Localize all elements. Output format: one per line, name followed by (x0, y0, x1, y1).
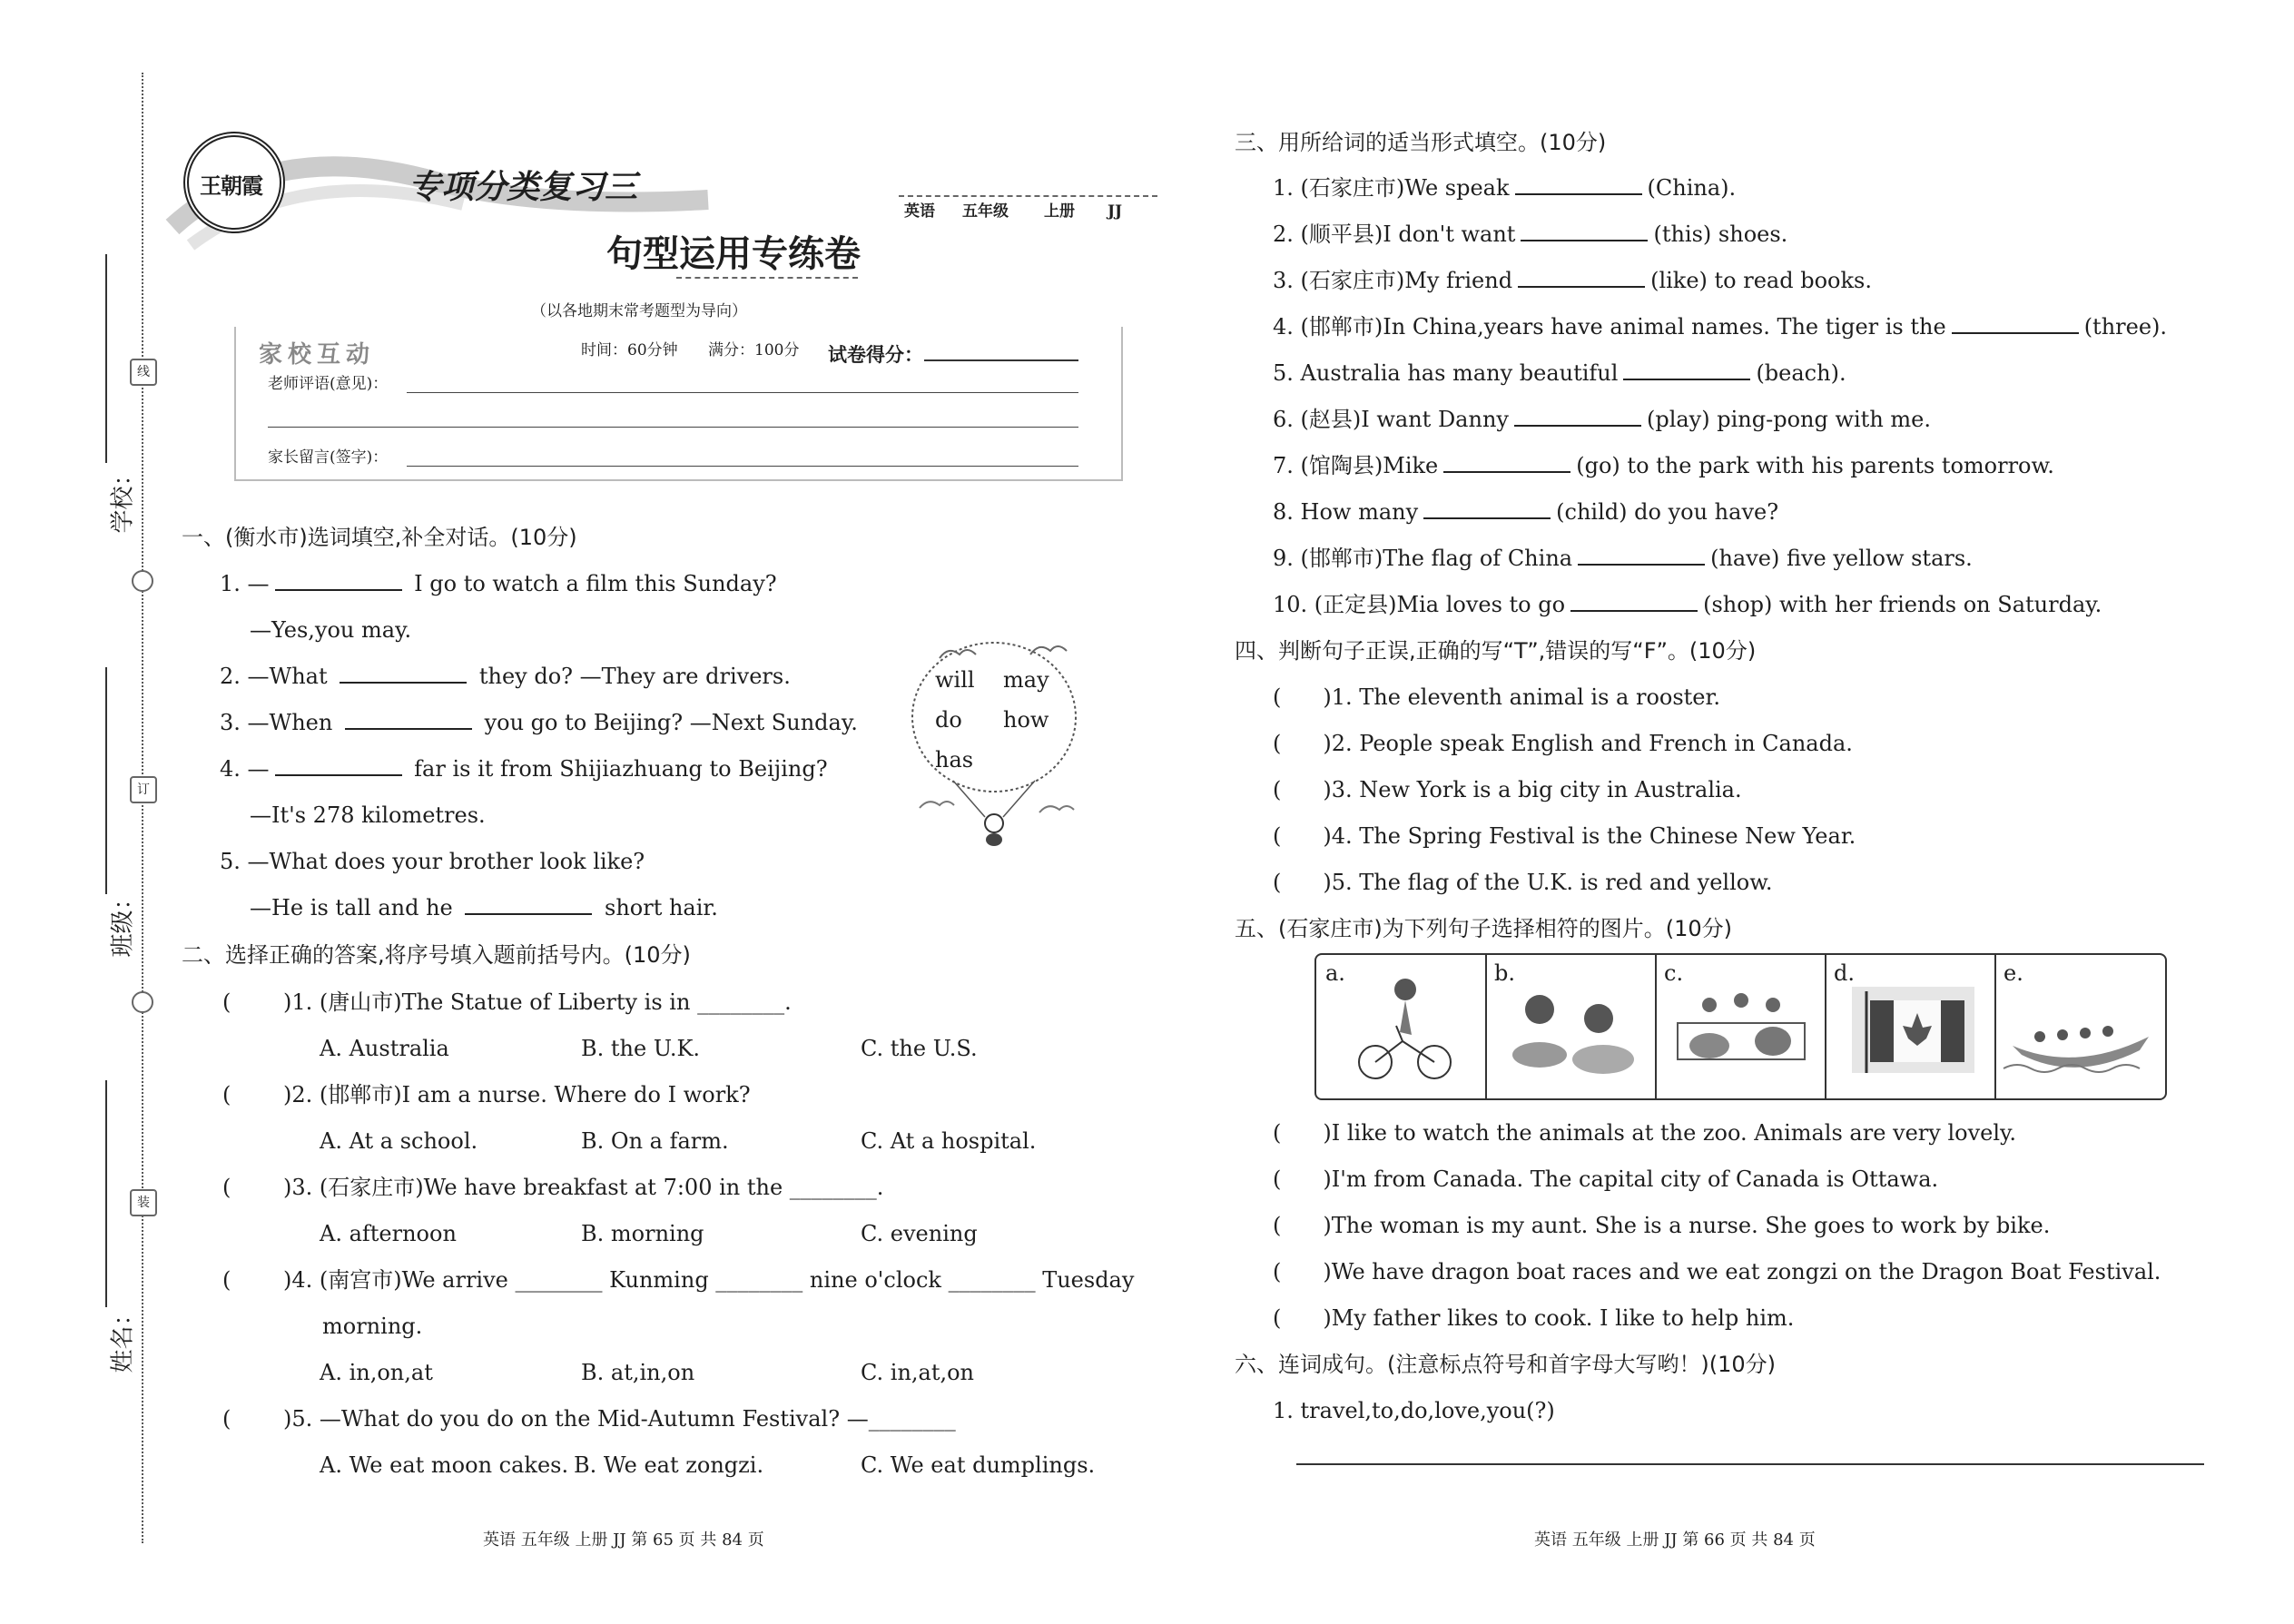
page-title: 句型运用专练卷 (606, 232, 861, 275)
s1-line-3-b: they do? —They are drivers. (472, 664, 791, 689)
cooking-icon (1485, 955, 1655, 1098)
s3-item-1-b: (China). (1647, 175, 1737, 201)
s3-item-8-b: (child) do you have? (1556, 499, 1779, 525)
picture-d-label: d. (1834, 960, 1855, 986)
s2-q3-opt-c[interactable]: C. evening (861, 1221, 978, 1246)
s1-line-5-b: far is it from Shijiazhuang to Beijing? (407, 756, 828, 782)
exam-time: 时间：60分钟 (581, 341, 678, 359)
s3-item-2 (1273, 223, 1787, 245)
picture-strip (1314, 953, 2167, 1100)
meta-volume: 上册 (1044, 202, 1075, 221)
s1-line-2-a: —Yes,you may. (250, 617, 412, 643)
s3-item-7-b: (go) to the park with his parents tomorrow. (1576, 453, 2054, 478)
s3-item-6-b: (play) ping-pong with me. (1646, 407, 1931, 432)
s3-blank-8[interactable] (1423, 501, 1551, 519)
s2-q5-opt-b[interactable]: B. We eat zongzi. (574, 1452, 764, 1478)
s1-line-5 (220, 758, 828, 780)
teacher-comment-line-2[interactable] (268, 427, 1078, 428)
s3-item-8-a: 8. How many (1273, 499, 1419, 525)
picture-b-label: b. (1494, 960, 1515, 986)
canada-flag-icon (1825, 955, 1994, 1098)
s1-line-1 (220, 573, 777, 595)
s2-q3-opt-b[interactable]: B. morning (581, 1221, 704, 1246)
section-3-title: 三、用所给词的适当形式填空。(10分) (1235, 130, 1607, 155)
s1-line-7-a: 5. —What does your brother look like? (220, 849, 645, 874)
s3-blank-3[interactable] (1518, 270, 1645, 288)
home-school-label: 家校互动 (259, 341, 376, 369)
s3-item-9-a: 9. (邯郸市)The flag of China (1273, 546, 1573, 571)
s3-item-3 (1273, 270, 1872, 291)
s1-blank-5[interactable] (465, 897, 592, 915)
s2-q5: ( (222, 1406, 231, 1432)
s1-line-4 (220, 712, 858, 733)
binding-circle-1 (132, 570, 153, 592)
s6-q1: 1. travel,to,do,love,you(?) (1273, 1398, 1555, 1423)
s3-item-3-a: 3. (石家庄市)My friend (1273, 268, 1513, 293)
picture-d[interactable] (1825, 955, 1996, 1098)
s2-q5-stem: )5. —What do you do on the Mid-Autumn Festival? —________ (283, 1406, 956, 1432)
picture-c[interactable] (1655, 955, 1826, 1098)
s4-item-5: ( )5. The flag of the U.K. is red and yellow. (1273, 870, 1773, 895)
s1-blank-2[interactable] (340, 665, 467, 684)
picture-c-label: c. (1664, 960, 1684, 986)
s4-item-4: ( )4. The Spring Festival is the Chinese New Year. (1273, 823, 1856, 849)
s3-item-9-b: (have) five yellow stars. (1710, 546, 1973, 571)
name-field[interactable] (93, 1080, 137, 1373)
s5-item-4: ( )We have dragon boat races and we eat zongzi on the Dragon Boat Festival. (1273, 1259, 2161, 1284)
section-2-title: 二、选择正确的答案,将序号填入题前括号内。(10分) (182, 942, 691, 968)
s2-q3-opt-a[interactable]: A. afternoon (320, 1221, 457, 1246)
s4-item-5-text: )5. The flag of the U.K. is red and yellow. (1323, 870, 1773, 895)
s5-item-1-text: )I like to watch the animals at the zoo. Animals are very lovely. (1323, 1120, 2017, 1146)
s2-q4-cont: morning. (322, 1314, 423, 1339)
s1-line-2 (250, 619, 411, 641)
s3-item-1 (1273, 177, 1736, 199)
picture-e[interactable] (1994, 955, 2163, 1098)
s1-line-3-a: 2. —What (220, 664, 335, 689)
school-label: 学校： (109, 462, 137, 534)
s2-q4-opt-b[interactable]: B. at,in,on (581, 1360, 695, 1385)
s3-item-7 (1273, 455, 2054, 477)
s5-item-2: ( )I'm from Canada. The capital city of Canada is Ottawa. (1273, 1166, 1939, 1192)
s3-blank-9[interactable] (1578, 547, 1705, 566)
s3-item-5-b: (beach). (1756, 360, 1846, 386)
s4-item-1: ( )1. The eleventh animal is a rooster. (1273, 684, 1720, 710)
s3-item-5-a: 5. Australia has many beautiful (1273, 360, 1619, 386)
binding-mark-2: 订 (130, 776, 157, 803)
s1-line-1-a: 1. — (220, 571, 270, 596)
s2-q4-opt-a[interactable]: A. in,on,at (320, 1360, 433, 1385)
picture-a-label: a. (1325, 960, 1345, 986)
s2-q3: ( (222, 1175, 231, 1200)
s4-item-4-text: )4. The Spring Festival is the Chinese New Year. (1323, 823, 1856, 849)
logo-seal (183, 132, 285, 233)
header-meta (899, 195, 1157, 224)
s1-line-4-a: 3. —When (220, 710, 340, 735)
title-dashed-bracket (676, 277, 858, 279)
school-underline (105, 254, 107, 463)
s3-item-4-a: 4. (邯郸市)In China,years have animal names. The tiger is the (1273, 314, 1946, 340)
s3-blank-4[interactable] (1952, 316, 2079, 334)
s3-item-5 (1273, 362, 1846, 384)
s1-line-8-a: —He is tall and he (250, 895, 460, 920)
bike-icon (1316, 955, 1485, 1098)
series-title: 专项分类复习三 (409, 168, 638, 206)
section-6-title: 六、连词成句。(注意标点符号和首字母大写哟！)(10分) (1235, 1352, 1776, 1377)
picture-b[interactable] (1485, 955, 1657, 1098)
picture-e-label: e. (2004, 960, 2023, 986)
word-how: how (1003, 707, 1049, 733)
s3-item-3-b: (like) to read books. (1650, 268, 1872, 293)
zoo-icon (1655, 955, 1825, 1098)
s5-item-1: ( )I like to watch the animals at the zoo. Animals are very lovely. (1273, 1120, 2017, 1146)
binding-mark-1: 线 (130, 359, 157, 386)
school-field[interactable] (93, 254, 137, 534)
footer-right: 英语 五年级 上册 JJ 第 66 页 共 84 页 (1534, 1530, 1816, 1550)
s2-q2-opt-a[interactable]: A. At a school. (320, 1128, 478, 1154)
meta-edition: JJ (1108, 202, 1123, 221)
s4-item-1-text: )1. The eleventh animal is a rooster. (1323, 684, 1720, 710)
s2-q2: ( (222, 1082, 231, 1107)
s2-q4-stem: )4. (南宫市)We arrive ________ Kunming ________ nine o'clock ________ Tuesday (283, 1267, 1135, 1293)
s2-q2-stem: )2. (邯郸市)I am a nurse. Where do I work? (283, 1082, 751, 1107)
s2-q2-opt-c[interactable]: C. At a hospital. (861, 1128, 1037, 1154)
name-underline (105, 1080, 107, 1307)
s3-item-1-a: 1. (石家庄市)We speak (1273, 175, 1510, 201)
class-label: 班级： (109, 886, 137, 958)
word-has: has (935, 747, 974, 773)
s1-line-8 (250, 897, 718, 919)
word-balloon (903, 631, 1085, 849)
s3-blank-7[interactable] (1443, 455, 1570, 473)
s4-item-3-text: )3. New York is a big city in Australia. (1323, 777, 1742, 802)
s1-line-3 (220, 665, 791, 687)
parent-comment-label: 家长留言(签字)： (268, 448, 389, 467)
s6-answer-line[interactable] (1296, 1463, 2204, 1465)
picture-a[interactable] (1316, 955, 1487, 1098)
s3-blank-10[interactable] (1570, 594, 1698, 612)
s2-q3-stem: )3. (石家庄市)We have breakfast at 7:00 in the ________. (283, 1175, 884, 1200)
s2-q4-opt-c[interactable]: C. in,at,on (861, 1360, 975, 1385)
binding-circle-2 (132, 991, 153, 1013)
s5-item-5: ( )My father likes to cook. I like to help him. (1273, 1305, 1795, 1331)
s3-item-4 (1273, 316, 2167, 338)
word-may: may (1003, 667, 1049, 693)
s2-q1: ( (222, 989, 231, 1015)
s2-q1-stem: )1. (唐山市)The Statue of Liberty is in ________. (283, 989, 792, 1015)
teacher-comment-label: 老师评语(意见)： (268, 375, 389, 393)
s5-item-5-text: )My father likes to cook. I like to help him. (1323, 1305, 1795, 1331)
s3-blank-6[interactable] (1514, 408, 1641, 427)
s4-item-2-text: )2. People speak English and French in Canada. (1323, 731, 1853, 756)
s2-q5-opt-a[interactable]: A. We eat moon cakes. (320, 1452, 569, 1478)
s3-item-7-a: 7. (馆陶县)Mike (1273, 453, 1439, 478)
s2-q1-opt-c[interactable]: C. the U.S. (861, 1036, 978, 1061)
s3-item-8 (1273, 501, 1778, 523)
s3-item-9 (1273, 547, 1973, 569)
s1-line-8-b: short hair. (597, 895, 718, 920)
s2-q5-opt-c[interactable]: C. We eat dumplings. (861, 1452, 1096, 1478)
s3-item-10-a: 10. (正定县)Mia loves to go (1273, 592, 1566, 617)
s3-item-4-b: (three). (2083, 314, 2168, 340)
s1-line-7 (220, 851, 645, 872)
section-1-title: 一、(衡水市)选词填空,补全对话。(10分) (182, 525, 577, 550)
s3-item-6 (1273, 408, 1931, 430)
s5-item-3: ( )The woman is my aunt. She is a nurse. She goes to work by bike. (1273, 1213, 2051, 1238)
s4-item-2: ( )2. People speak English and French in Canada. (1273, 731, 1853, 756)
s1-line-1-b: I go to watch a film this Sunday? (407, 571, 777, 596)
binding-mark-3: 装 (130, 1189, 157, 1216)
s3-blank-5[interactable] (1623, 362, 1750, 380)
section-5-title: 五、(石家庄市)为下列句子选择相符的图片。(10分) (1235, 916, 1732, 941)
name-label: 姓名： (109, 1302, 137, 1373)
s1-blank-4[interactable] (275, 758, 402, 776)
footer-left: 英语 五年级 上册 JJ 第 65 页 共 84 页 (483, 1530, 764, 1550)
s4-item-3: ( )3. New York is a big city in Australia. (1273, 777, 1742, 802)
s5-item-2-text: )I'm from Canada. The capital city of Canada is Ottawa. (1323, 1166, 1939, 1192)
teacher-comment-line-1[interactable] (407, 392, 1078, 393)
word-will: will (935, 667, 975, 693)
s5-item-4-text: )We have dragon boat races and we eat zongzi on the Dragon Boat Festival. (1323, 1259, 2161, 1284)
s5-item-3-text: )The woman is my aunt. She is a nurse. She goes to work by bike. (1323, 1213, 2051, 1238)
s3-item-2-a: 2. (顺平县)I don't want (1273, 221, 1516, 247)
exam-score-label: 试卷得分： (828, 343, 923, 366)
class-underline (105, 667, 107, 894)
s3-item-10 (1273, 594, 2102, 615)
parent-comment-line[interactable] (407, 466, 1078, 467)
s2-q1-opt-b[interactable]: B. the U.K. (581, 1036, 701, 1061)
dragon-boat-icon (1994, 955, 2163, 1098)
s1-blank-1[interactable] (275, 573, 402, 591)
s2-q4: ( (222, 1267, 231, 1293)
s3-blank-2[interactable] (1521, 223, 1648, 241)
s3-item-10-b: (shop) with her friends on Saturday. (1703, 592, 2102, 617)
s1-line-6-a: —It's 278 kilometres. (250, 802, 486, 828)
s3-blank-1[interactable] (1515, 177, 1642, 195)
exam-full-score: 满分：100分 (708, 341, 800, 359)
exam-score-line[interactable] (924, 359, 1078, 361)
s1-blank-3[interactable] (345, 712, 472, 730)
page-subtitle: （以各地期末常考题型为导向） (531, 302, 747, 320)
s1-line-6 (250, 804, 486, 826)
s3-item-2-b: (this) shoes. (1653, 221, 1788, 247)
meta-grade: 五年级 (962, 202, 1009, 221)
class-field[interactable] (93, 667, 137, 958)
s1-line-4-b: you go to Beijing? —Next Sunday. (477, 710, 858, 735)
binding-dotted-line (142, 73, 143, 1543)
s1-line-5-a: 4. — (220, 756, 270, 782)
s3-item-6-a: 6. (赵县)I want Danny (1273, 407, 1509, 432)
meta-subject: 英语 (904, 202, 935, 221)
logo-text: 王朝霞 (200, 172, 262, 199)
s2-q2-opt-b[interactable]: B. On a farm. (581, 1128, 729, 1154)
section-4-title: 四、判断句子正误,正确的写“T”,错误的写“F”。(10分) (1235, 638, 1757, 664)
word-do: do (935, 707, 962, 733)
s2-q1-opt-a[interactable]: A. Australia (320, 1036, 449, 1061)
